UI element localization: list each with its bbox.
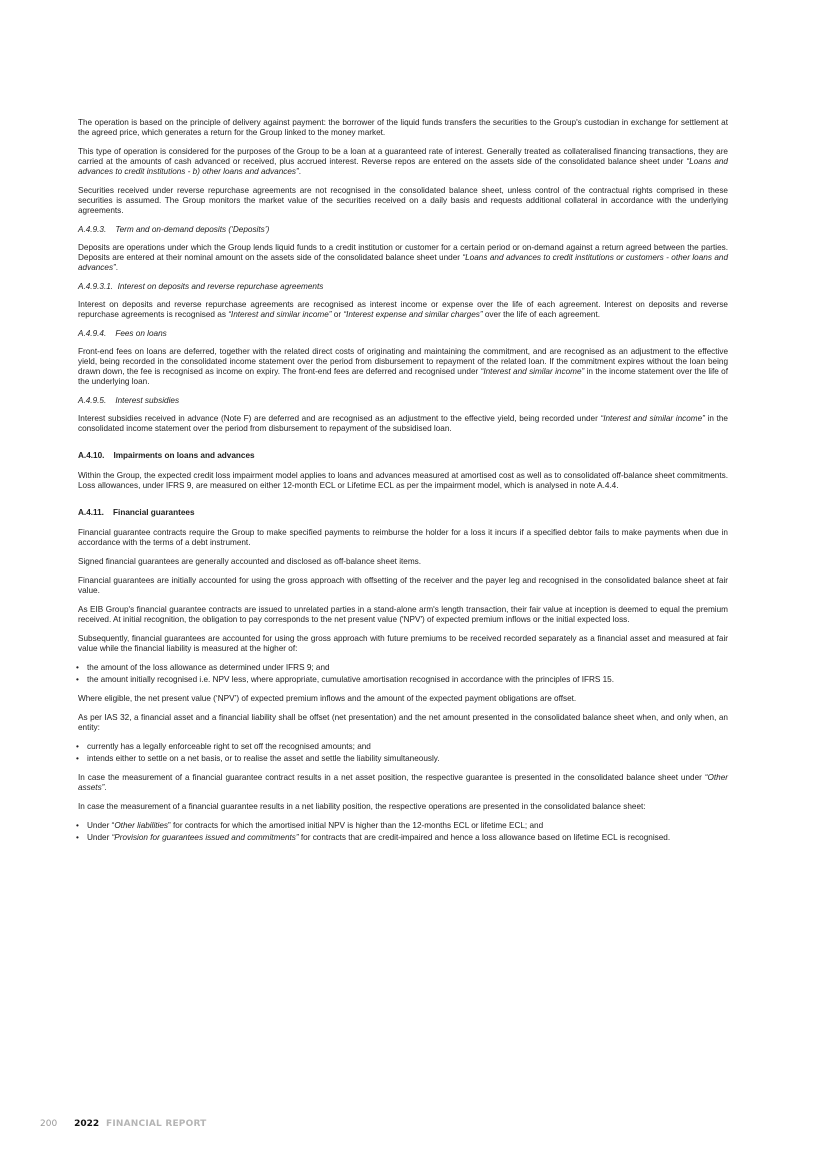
- bullet-item: [78, 675, 728, 685]
- body-paragraph: [78, 471, 728, 491]
- subsection-heading: [78, 225, 728, 235]
- text-run: Front-end fees on loans are deferred, together with the related direct costs of originating and maintaining the commitment, and are recognised as an adjustment to the effective yield, being recorded in the consolidated income statement over the period from disbursement to repayment of the related loan. If the commitment expires without the loan being drawn down, the fee is recognised as income on expiry. The front-end fees are deferred and recognised under: [78, 347, 728, 376]
- text-run: A.4.11. Financial guarantees: [78, 508, 195, 517]
- text-run: Securities received under reverse repurchase agreements are not recognised in the consolidated balance sheet, unless control of the contractual rights comprised in these securities is assumed. The Group monitors the market value of the securities received on a daily basis and requests additional collateral in accordance with the underlying agreements.: [78, 186, 728, 215]
- text-run: A.4.9.3.1. Interest on deposits and reverse repurchase agreements: [78, 282, 324, 291]
- italic-text: Other liabilities: [114, 821, 169, 830]
- subsection-heading: [78, 396, 728, 406]
- text-run: A.4.9.5. Interest subsidies: [78, 396, 180, 405]
- text-run: Where eligible, the net present value (‘NPV’) of expected premium inflows and the amount of the expected payment obligations are offset.: [78, 694, 577, 703]
- bullet-list: [78, 663, 728, 685]
- body-paragraph: [78, 186, 728, 216]
- text-run: .: [298, 167, 302, 176]
- body-paragraph: [78, 414, 728, 434]
- text-run: intends either to settle on a net basis, or to realise the asset and settle the liability simultaneously.: [87, 754, 440, 763]
- text-run: A.4.9.4. Fees on loans: [78, 329, 167, 338]
- italic-text: “Loans and advances to credit institutions - b) other loans and advances”: [78, 157, 728, 176]
- italic-text: “Interest and similar income”: [480, 367, 585, 376]
- subsection-heading: [78, 329, 728, 339]
- text-run: As EIB Group's financial guarantee contracts are issued to unrelated parties in a stand-alone arm's length transaction, their fair value at inception is deemed to equal the premium received. At initial recognition, the obligation to pay corresponds to the net present value ('NPV') of expected premium inflows or the initial expected loss.: [78, 605, 728, 624]
- text-run: Under: [87, 833, 112, 842]
- text-run: This type of operation is considered for the purposes of the Group to be a loan at a guaranteed rate of interest. Generally treated as collateralised financing transactions, they are carried at the amounts of cash advanced or received, plus accrued interest. Reverse repos are entered on the assets side of the consolidated balance sheet under: [78, 147, 728, 166]
- text-run: In case the measurement of a financial guarantee results in a net liability position, the respective operations are presented in the consolidated balance sheet:: [78, 802, 646, 811]
- body-paragraph: [78, 634, 728, 654]
- text-run: Under “: [87, 821, 115, 830]
- text-run: .: [104, 783, 107, 792]
- body-paragraph: [78, 118, 728, 138]
- text-run: In case the measurement of a financial guarantee contract results in a net asset position, the respective guarantee is presented in the consolidated balance sheet under: [78, 773, 705, 782]
- section-heading: [78, 508, 728, 518]
- body-paragraph: [78, 147, 728, 177]
- italic-text: “Provision for guarantees issued and commitments”: [111, 833, 299, 842]
- text-run: Subsequently, financial guarantees are accounted for using the gross approach with future premiums to be received recorded separately as a financial asset and measured at fair value while the financial liability is measured at the higher of:: [78, 634, 728, 653]
- body-paragraph: [78, 773, 728, 793]
- body-paragraph: [78, 713, 728, 733]
- italic-text: “Interest expense and similar charges”: [343, 310, 483, 319]
- body-paragraph: [78, 694, 728, 704]
- text-run: Financial guarantees are initially accounted for using the gross approach with offsetting of the receiver and the payer leg and recognised in the consolidated balance sheet at fair value.: [78, 576, 728, 595]
- italic-text: “Interest and similar income”: [600, 414, 705, 423]
- bullet-list: [78, 742, 728, 764]
- text-run: As per IAS 32, a financial asset and a financial liability shall be offset (net presentation) and the net amount presented in the consolidated balance sheet when, and only when, an entity:: [78, 713, 728, 732]
- bullet-item: [78, 742, 728, 752]
- page-footer: [40, 1119, 207, 1129]
- text-run: A.4.10. Impairments on loans and advances: [78, 451, 255, 460]
- text-run: .: [115, 263, 119, 272]
- body-paragraph: [78, 576, 728, 596]
- body-paragraph: [78, 528, 728, 548]
- text-run: for contracts that are credit-impaired and hence a loss allowance based on lifetime ECL is recognised.: [298, 833, 671, 842]
- text-run: Interest on deposits and reverse repurchase agreements are recognised as interest income or expense over the life of each agreement. Interest on deposits and reverse repurchase agreements is recognised as: [78, 300, 728, 319]
- text-run: Interest subsidies received in advance (Note F) are deferred and are recognised as an adjustment to the effective yield, being recorded under: [78, 414, 601, 423]
- body-paragraph: [78, 347, 728, 387]
- text-run: Signed financial guarantees are generally accounted and disclosed as off-balance sheet items.: [78, 557, 422, 566]
- text-run: A.4.9.3. Term and on-demand deposits (‘Deposits’): [78, 225, 270, 234]
- text-run: over the life of each agreement.: [482, 310, 601, 319]
- body-paragraph: [78, 557, 728, 567]
- body-paragraph: [78, 300, 728, 320]
- body-paragraph: [78, 243, 728, 273]
- text-run: currently has a legally enforceable right to set off the recognised amounts; and: [87, 742, 371, 751]
- text-run: Deposits are operations under which the Group lends liquid funds to a credit institution or customer for a certain period or on-demand against a return agreed between the parties. Deposits are entered at their nominal amount on the assets side of the consolidated balance sheet under: [78, 243, 728, 262]
- text-run: the amount of the loss allowance as determined under IFRS 9; and: [87, 663, 330, 672]
- page-number: 200: [40, 1119, 58, 1129]
- text-run: The operation is based on the principle of delivery against payment: the borrower of the liquid funds transfers the securities to the Group's custodian in exchange for settlement at the agreed price, which generates a return for the Group linked to the money market.: [78, 118, 728, 137]
- body-paragraph: [78, 605, 728, 625]
- report-title: FINANCIAL REPORT: [106, 1119, 207, 1129]
- italic-text: “Interest and similar income”: [228, 310, 332, 319]
- text-run: ” for contracts for which the amortised initial NPV is higher than the 12-months ECL or lifetime ECL; and: [168, 821, 544, 830]
- bullet-item: [78, 821, 728, 831]
- bullet-item: [78, 663, 728, 673]
- text-run: in the income statement over the life of the underlying loan.: [78, 367, 728, 386]
- italic-text: “Loans and advances to credit institutions or customers - other loans and advances”: [78, 253, 729, 272]
- text-run: Within the Group, the expected credit loss impairment model applies to loans and advances measured at amortised cost as well as to consolidated off-balance sheet commitments. Loss allowances, under IFRS 9, are measured on either 12-month ECL or Lifetime ECL as per the impairment model, which is analysed in note A.4.4.: [78, 471, 728, 490]
- bullet-item: [78, 833, 728, 843]
- text-run: in the consolidated income statement over the period from disbursement to repayment of the subsidised loan.: [78, 414, 728, 433]
- subsection-heading: [78, 282, 728, 292]
- text-run: or: [331, 310, 344, 319]
- text-run: the amount initially recognised i.e. NPV less, where appropriate, cumulative amortisation recognised in accordance with the principles of IFRS 15.: [87, 675, 614, 684]
- bullet-item: [78, 754, 728, 764]
- body-paragraph: [78, 802, 728, 812]
- italic-text: “Other assets”: [78, 773, 728, 792]
- text-run: Financial guarantee contracts require the Group to make specified payments to reimburse the holder for a loss it incurs if a specified debtor fails to make payments when due in accordance with the terms of a debt instrument.: [78, 528, 728, 547]
- section-heading: [78, 451, 728, 461]
- page-body: [78, 118, 728, 852]
- report-year: 2022: [74, 1119, 100, 1129]
- bullet-list: [78, 821, 728, 843]
